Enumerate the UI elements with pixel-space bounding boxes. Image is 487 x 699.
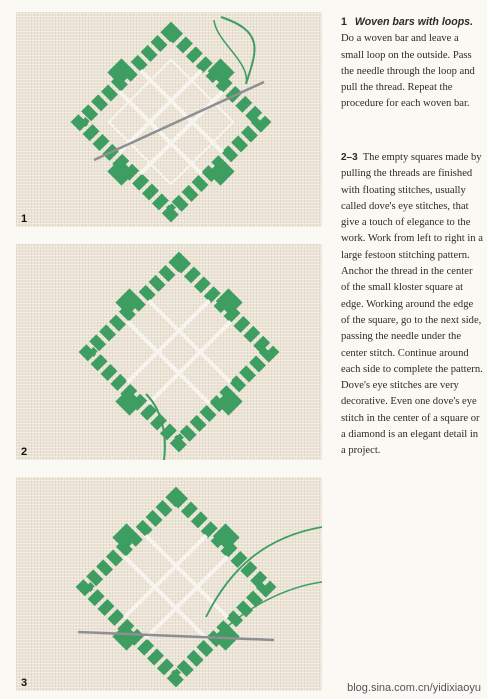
watermark: blog.sina.com.cn/yidixiaoyu [347,682,481,694]
step-1-heading [341,16,473,28]
photo-panel-2 [16,244,322,460]
panel-number-1: 1 [21,213,28,225]
step-2-3-number: 2–3 [341,152,358,163]
instruction-step-1 [341,14,483,113]
embroidery-photo-2 [16,244,322,460]
instruction-step-2-3 [341,150,483,460]
step-2-3-body: The empty squares made by pulling the threads are finished with floating stitches, usually called dove's eye stitches, that give a touch of elegance to the work. Work from left to right in a large festoon stitching pattern. Anchor the thread in the center of the small kloster square at edge. Working around the edge of the square, go to the next side, passing the needle under the center stitch. Continue around each side to complete the pattern. Dove's eye stitches are very decorative. Even one dove's eye stitch in the center of a square or a diamond is an elegant detail in a project. [341,152,483,457]
photo-panel-1 [16,12,322,227]
step-1-title: Woven bars with loops. [354,16,474,28]
embroidery-photo-1 [16,12,322,227]
panel-number-3: 3 [21,677,28,689]
panel-number-2: 2 [21,446,28,458]
step-1-number: 1 [341,16,347,28]
photo-panel-3 [16,477,322,691]
step-1-body: Do a woven bar and leave a small loop on the outside. Pass the needle through the loop and pull the thread. Repeat the procedure for each woven bar. [341,33,475,110]
embroidery-photo-3 [16,477,322,691]
